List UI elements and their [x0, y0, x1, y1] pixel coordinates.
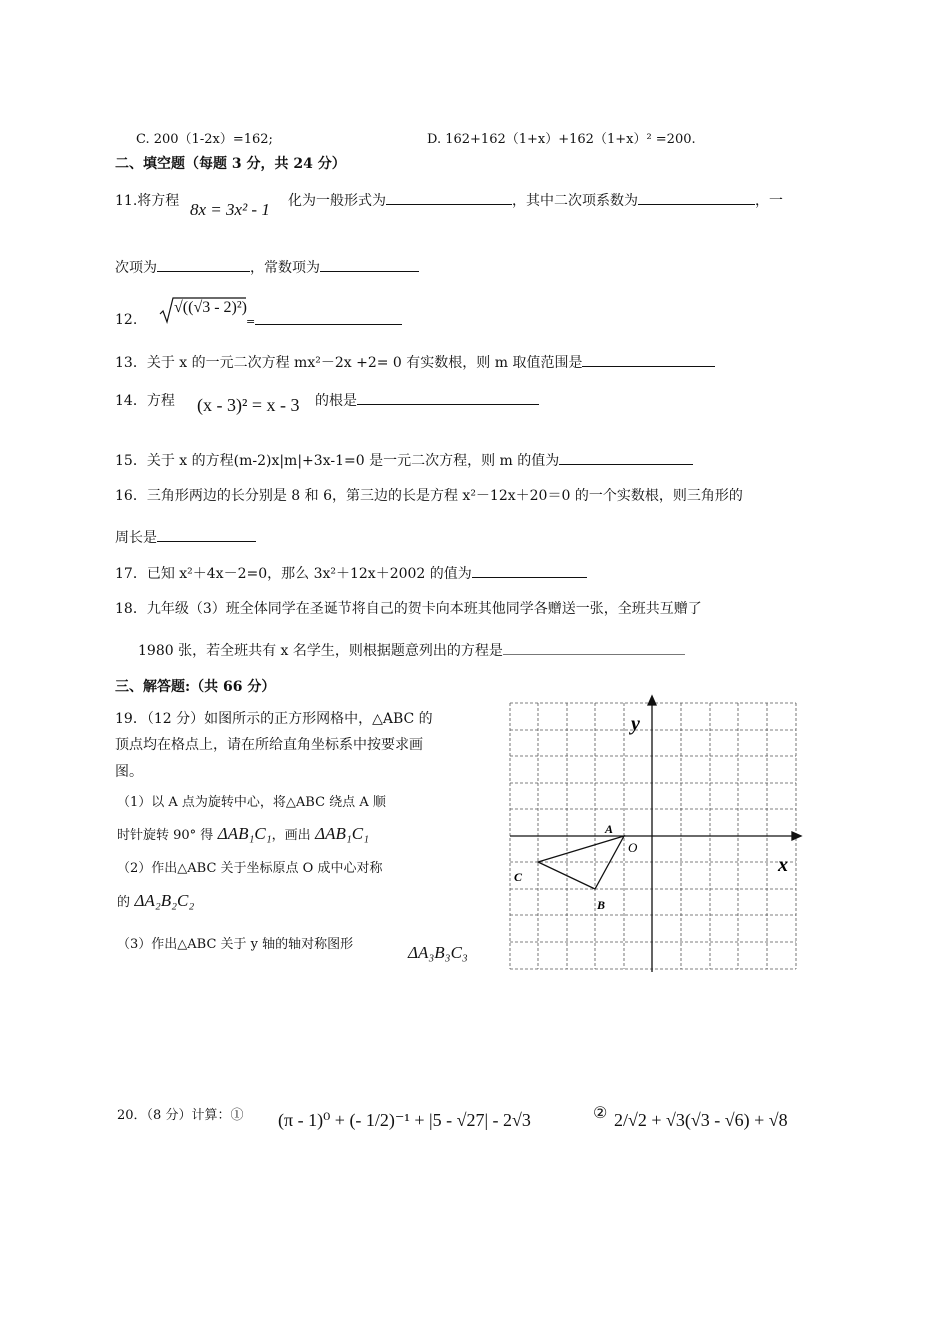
- q19-part1c: ，画出: [271, 828, 311, 843]
- q15-blank[interactable]: [559, 450, 693, 465]
- q11-line1-rest: [288, 190, 783, 210]
- q19-line1: 19．（12 分）如图所示的正方形网格中，△ABC 的: [115, 711, 433, 727]
- q16-line2: [115, 527, 256, 547]
- q14-equation: (x - 3)² = x - 3: [197, 395, 300, 415]
- q11-blank2[interactable]: [638, 190, 755, 205]
- q19-line2: 顶点均在格点上，请在所给直角坐标系中按要求画: [115, 737, 423, 753]
- q14-suffix: 的根是: [315, 393, 357, 409]
- q19-line3: 图。: [115, 764, 143, 780]
- section2-title: 二、填空题（每题 3 分，共 24 分）: [115, 156, 346, 172]
- origin-label: O: [628, 840, 638, 855]
- q20-circle2: ②: [593, 1103, 608, 1122]
- q11-line2: [115, 257, 419, 277]
- triangle-abc: [538, 836, 624, 889]
- q10-option-d: D. 162+162（1+x）+162（1+x）² =200.: [427, 132, 696, 147]
- q11-blank4[interactable]: [320, 257, 419, 272]
- q20-expr1: (π - 1)⁰ + (- 1/2)⁻¹ + |5 - √27| - 2√3: [278, 1110, 531, 1130]
- q15-line: [115, 450, 693, 470]
- q11-line1: [115, 190, 179, 210]
- q12-eq: =: [246, 315, 256, 328]
- q16-line1: 16．三角形两边的长分别是 8 和 6，第三边的长是方程 x²－12x＋20＝0 的一个实数根，则三角形的: [115, 488, 743, 504]
- q19-part1-tri-b: ΔAB₁C₁: [315, 824, 370, 843]
- q15-text: 15．关于 x 的方程(m-2)x|m|+3x-1=0 是一元二次方程，则 m 的值为: [115, 453, 560, 469]
- q19-part1-line2: [117, 824, 369, 844]
- q14-blank[interactable]: [357, 390, 539, 405]
- q16-blank[interactable]: [157, 527, 256, 542]
- q18-line1: 18．九年级（3）班全体同学在圣诞节将自己的贺卡向本班其他同学各赠送一张，全班共互赠了: [115, 601, 702, 617]
- q19-part3-tri: ΔA₃B₃C₃: [408, 943, 468, 962]
- q19-part2a: （2）作出△ABC 关于坐标原点 O 成中心对称: [117, 861, 383, 876]
- q11-blank3[interactable]: [157, 257, 250, 272]
- q11-equation: 8x = 3x² - 1: [190, 200, 270, 219]
- q16-text: 周长是: [115, 530, 157, 546]
- axis-y-label: y: [631, 713, 640, 735]
- q11-blank1[interactable]: [386, 190, 512, 205]
- q12-blank[interactable]: [255, 312, 402, 325]
- axis-x-label: x: [778, 854, 788, 876]
- q17-text: 17．已知 x²＋4x－2=0，那么 3x²＋12x＋2002 的值为: [115, 566, 472, 582]
- q19-part2b: 的: [117, 895, 131, 910]
- q11-mid1: 化为一般形式为: [288, 193, 386, 209]
- q14-num: 14．方程: [115, 393, 175, 409]
- q11-line2a: 次项为: [115, 260, 157, 276]
- q17-blank[interactable]: [472, 563, 587, 578]
- point-c-label: C: [514, 870, 523, 884]
- q18-line2: [138, 640, 685, 660]
- axes: [510, 696, 801, 972]
- point-a-label: A: [605, 822, 614, 836]
- q18-blank[interactable]: [503, 640, 685, 655]
- section3-title: 三、解答题:（共 66 分）: [115, 679, 276, 695]
- q19-part2-tri: ΔA₂B₂C₂: [134, 891, 195, 910]
- q19-part1-tri-a: ΔAB₁C₁: [217, 824, 272, 843]
- q19-part3a: （3）作出△ABC 关于 y 轴的轴对称图形: [117, 937, 354, 952]
- q17-line: [115, 563, 587, 583]
- q20-prefix: 20．（8 分）计算：①: [117, 1108, 244, 1123]
- q13-blank[interactable]: [582, 352, 715, 367]
- q20-expr2: 2/√2 + √3(√3 - √6) + √8: [614, 1110, 788, 1130]
- q19-part2-line2: [117, 891, 194, 911]
- q11-mid2: ，其中二次项系数为: [512, 193, 638, 209]
- q12-num: 12.: [115, 312, 138, 328]
- q13-text: 13．关于 x 的一元二次方程 mx²－2x +2= 0 有实数根，则 m 取值范围是: [115, 355, 583, 371]
- q18-text: 1980 张，若全班共有 x 名学生，则根据题意列出的方程是: [138, 643, 503, 659]
- q11-mid3: ，一: [755, 193, 783, 209]
- point-b-label: B: [597, 898, 606, 912]
- q11-line2b: ，常数项为: [250, 260, 320, 276]
- q11-prefix: 11.将方程: [115, 193, 180, 209]
- q13-line: [115, 352, 715, 372]
- q19-part1b: 时针旋转 90° 得: [117, 828, 214, 843]
- q19-part1a: （1）以 A 点为旋转中心，将△ABC 绕点 A 顺: [117, 795, 386, 810]
- q12-expr: √((√3 - 2)²): [174, 299, 247, 316]
- q10-option-c: C. 200（1-2x）=162;: [136, 132, 273, 147]
- coordinate-grid: [505, 693, 805, 975]
